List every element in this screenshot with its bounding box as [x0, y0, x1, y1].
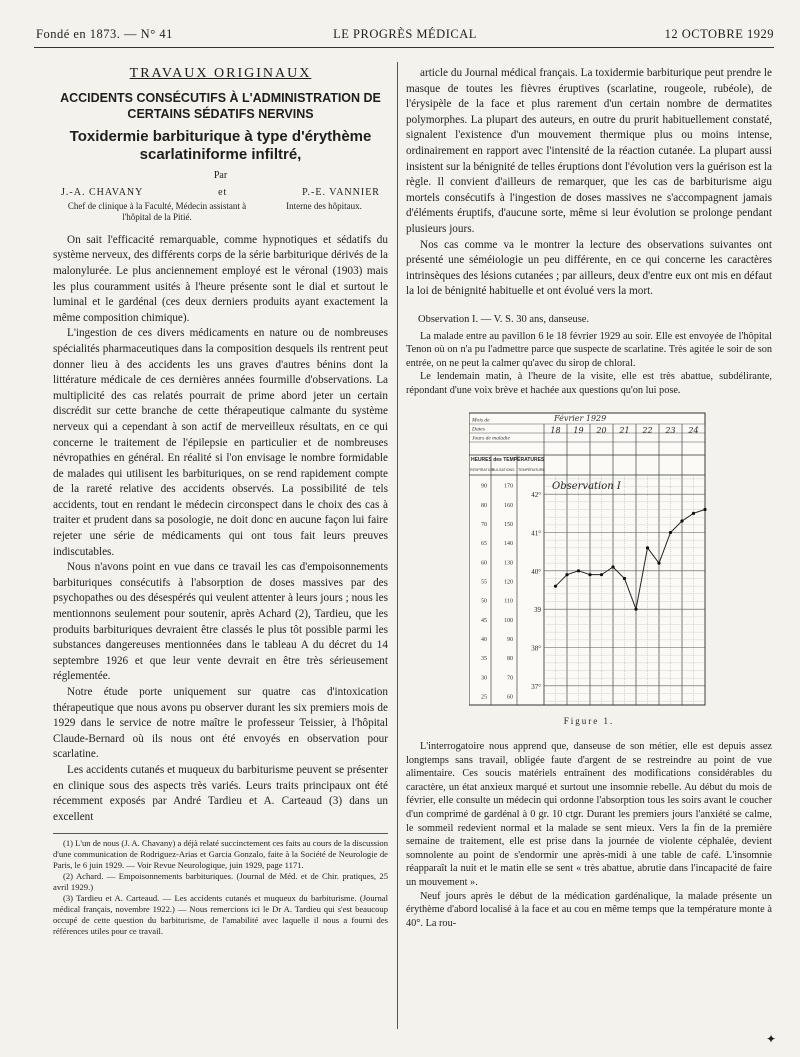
author-2: P.-E. VANNIER	[302, 187, 380, 199]
temperature-point	[703, 508, 706, 511]
respiration-tick: 40	[481, 637, 487, 644]
row-label: Mois de	[472, 417, 490, 424]
section-rubric: TRAVAUX ORIGINAUX	[129, 66, 312, 81]
paragraph: Notre étude porte uniquement sur quatre cas d'intoxication thérapeutique que nous avons pu observer durant les six premiers mois de 1929 dans le service de notre maître le professeur Teissier, à l'hôpital Claude-Bernard où ils nous ont été envoyés en observation pour scarlatine.	[53, 686, 388, 761]
page-header	[36, 27, 774, 47]
paragraph: Le lendemain matin, à l'heure de la visite, elle est très abattue, subdélirante, répondant d'une voix brève et hachée aux questions qu'on lui pose.	[406, 371, 772, 396]
paragraph: L'ingestion de ces divers médicaments en nature ou de nombreuses spécialités pharmaceutiques dans la composition desquels ils rentrent peut donner lieu à des accidents les uns graves d'autres bénins dont la littérature médicale de ces dernières années fourmille d'observations. La multiplicité des cas relatés pourrait de prime abord jeter un certain discrédit sur cette branche de cette thérapeutique calmante du système nerveux qui a cependant à son actif de merveilleux résultats, en ce qui concerne le traitement de l'épilepsie en particulier et de nombreuses névropathies en général. En réalité si l'on envisage le nombre formidable de malades qui utilisent les barbituriques, on se rend rapidement compte de la rareté relative des accidents observés. La possibilité de tels accidents, tout en rendant le médecin circonspect dans le choix des cas à traiter et prudent dans sa posologie, ne doit donc en aucune façon lui faire rejeter une série de médicaments qui ont tous fait leurs preuves indiscutables.	[53, 327, 388, 558]
temperature-tick: 42°	[531, 491, 541, 500]
role-2: Interne des hôpitaux.	[286, 200, 362, 211]
paragraph: On sait l'efficacité remarquable, comme hypnotiques et sédatifs du système nerveux, des différents corps de la série barbiturique dérivés de la malonylurée. Le plus anciennement employé est le véronal (1903) mais les plus couramment usités à l'heure présente sont le dial et surtout le luminal et le gardénal (ces deux derniers produits ayant exactement la même composition chimique).	[53, 233, 388, 324]
temperature-tick: 41°	[531, 529, 541, 538]
temperature-point	[657, 562, 660, 565]
figure-caption: Figure 1.	[563, 716, 615, 727]
respiration-tick: 25	[481, 694, 487, 701]
pulse-tick: 120	[504, 579, 513, 586]
respiration-tick: 50	[481, 599, 487, 606]
columns-header: HEURES des TEMPÉRATURES	[471, 457, 545, 464]
pulse-tick: 60	[507, 694, 513, 701]
temperature-tick: 37°	[531, 683, 541, 692]
column-divider	[397, 62, 398, 1029]
article-subtitle: Toxidermie barbiturique à type d'érythème scarlatiniforme infiltré,	[69, 127, 372, 163]
chart-title: Observation I	[552, 481, 621, 493]
footnote: (2) Achard. — Empoisonnements barbituriques. (Journal de Méd. et de Chir. pratiques, 25 avril 1929.)	[53, 871, 388, 893]
after-figure-text	[406, 740, 772, 930]
temperature-chart	[469, 405, 709, 710]
pulse-tick: 140	[504, 541, 513, 548]
pulse-tick: 160	[504, 503, 513, 510]
paragraph: Nos cas comme va le montrer la lecture des observations suivantes ont présenté une séméiologie un peu différente, en ce qui concerne les caractères intrinsèques des lésions cutanées ; par ailleurs, deux d'entre eux ont mis en défaut la loi de bénignité habituelle et ont évolué vers la mort.	[406, 238, 772, 298]
pulse-tick: 90	[507, 637, 513, 644]
temperature-point	[669, 531, 672, 534]
date-label: 19	[573, 426, 584, 436]
pulse-tick: 130	[504, 560, 513, 567]
respiration-tick: 80	[481, 503, 487, 510]
footnote: (3) Tardieu et A. Carteaud. — Les accidents cutanés et muqueux du barbiturisme. (Journal médical français, novembre 1922.) — Nous remercions ici le Dr A. Tardieu qui s'est beaucoup occupé de cette question du barbiturisme, de l'amabilité avec laquelle il nous a fourni des références utiles pour ce travail.	[53, 893, 388, 937]
respiration-tick: 35	[481, 656, 487, 663]
pulse-tick: 80	[507, 656, 513, 663]
pulse-tick: 170	[504, 484, 513, 491]
date-label: 23	[665, 426, 676, 436]
subheader-label: RESPIRATION	[470, 468, 495, 473]
paragraph: article du Journal médical français. La toxidermie barbiturique peut prendre le masque de toutes les fièvres éruptives (scarlatine, rougeole, rubéole), de l'érysipèle de la face et plus rarement d'un certain nombre de dermatites polymorphes. La plupart des auteurs, en outre du prurit habituellement constaté, signalent l'existence d'un mouvement thermique plus ou moins intense, ordinairement en rapport avec l'intensité de la réaction cutanée. La plupart aussi insistent sur la bénignité de telles éruptions dont l'évolution vers la guérison est la règle. Il convient d'ailleurs de remarquer, que les cas de barbiturisme aigu mortels consécutifs à l'ingestion de doses massives ne s'accompagnent jamais d'éléments éruptifs, d'aucune sorte, même si leur évolution se prolonge pendant plusieurs jours.	[406, 67, 772, 235]
row-label: Dates	[472, 426, 485, 433]
temperature-chart-svg	[469, 405, 709, 710]
paragraph: La malade entre au pavillon 6 le 18 février 1929 au soir. Elle est envoyée de l'hôpital Tenon où on n'a pu l'admettre parce que suspecte de scarlatine. Très agitée le soir de son entrée, on ne peut la calmer qu'avec du sirop de chloral.	[406, 330, 772, 369]
temperature-point	[646, 547, 649, 550]
paragraph: Nous n'avons point en vue dans ce travail les cas d'empoisonnements barbituriques consécutifs à l'absorption de doses massives par des psychopathes ou des désespérés qui veulent attenter à leurs jours ; nous les mentionnons seulement pour soutenir, après Achard (2), Tardieu, que les produits barbituriques devraient être classés le plus tôt possible parmi les substances dangereuses mentionnées dans le tableau A du décret du 14 septembre 1926 et que leur vente devrait en être très sérieusement réglementée.	[53, 561, 388, 683]
date-label: 22	[642, 426, 653, 436]
author-1: J.-A. CHAVANY	[61, 187, 144, 199]
temperature-point	[565, 574, 568, 577]
respiration-tick: 70	[481, 522, 487, 529]
respiration-tick: 45	[481, 618, 487, 625]
date-label: 20	[596, 426, 607, 436]
subheader-label: PULSATIONS	[492, 468, 515, 473]
respiration-tick: 90	[481, 484, 487, 491]
date-label: 18	[550, 426, 561, 436]
footnotes	[53, 833, 388, 937]
respiration-tick: 60	[481, 560, 487, 567]
issue-date: 12 OCTOBRE 1929	[664, 27, 774, 41]
founding-line: Fondé en 1873. — N° 41	[36, 27, 173, 41]
end-ornament: ✦	[765, 1032, 776, 1046]
date-label: 24	[688, 426, 699, 436]
pulse-tick: 100	[504, 618, 513, 625]
journal-title: LE PROGRÈS MÉDICAL	[333, 27, 477, 41]
observation-heading: Observation I. — V. S. 30 ans, danseuse.	[418, 313, 590, 325]
article-title: ACCIDENTS CONSÉCUTIFS À L'ADMINISTRATION DE CERTAINS SÉDATIFS NERVINS	[60, 90, 381, 121]
author-roles	[57, 201, 384, 223]
temperature-point	[611, 566, 614, 569]
role-1: Chef de clinique à la Faculté, Médecin assistant à l'hôpital de la Pitié.	[67, 200, 247, 222]
pulse-tick: 70	[507, 675, 513, 682]
temperature-point	[554, 585, 557, 588]
header-rule	[34, 47, 774, 48]
respiration-tick: 55	[481, 579, 487, 586]
left-column	[53, 66, 388, 937]
temperature-point	[692, 512, 695, 515]
temperature-point	[577, 570, 580, 573]
paragraph: Les accidents cutanés et muqueux du barbiturisme peuvent se présenter en clinique sous des aspects très variés. Leurs traits principaux ont été récemment exposés par André Tardieu et A. Carteaud (3) dans un excellent	[53, 763, 388, 823]
date-label: 21	[619, 426, 630, 436]
respiration-tick: 30	[481, 675, 487, 682]
pulse-tick: 110	[504, 599, 513, 606]
footnote: (1) L'un de nous (J. A. Chavany) a déjà relaté succinctement ces faits au cours de la discussion d'une communication de Rodriguez-Arias et Garcia Gonzalo, faite à la Société de Neurologie de Paris, le 6 juin 1929. — Voir Revue Neurologique, juin 1929, page 1171.	[53, 838, 388, 871]
paragraph: Neuf jours après le début de la médication gardénalique, la malade présente un érythème d'abord localisé à la face et au cou en même temps que la température monte à 40°. La rou-	[406, 890, 772, 929]
by-line: Par	[213, 169, 228, 181]
temperature-point	[623, 577, 626, 580]
pulse-tick: 150	[504, 522, 513, 529]
temperature-point	[600, 574, 603, 577]
temperature-tick: 40°	[531, 568, 541, 577]
observation-body	[406, 330, 772, 398]
right-column	[406, 66, 772, 930]
authors	[61, 185, 380, 201]
row-label: Jours de maladie	[472, 435, 510, 442]
temperature-point	[588, 574, 591, 577]
respiration-tick: 65	[481, 541, 487, 548]
month-label: Février 1929	[554, 414, 607, 424]
author-and: et	[218, 187, 228, 199]
temperature-tick: 39	[534, 606, 541, 615]
temperature-point	[634, 608, 637, 611]
subheader-label: TEMPÉRATURE	[518, 468, 545, 473]
temperature-tick: 38°	[531, 644, 541, 653]
temperature-point	[680, 520, 683, 523]
paragraph: L'interrogatoire nous apprend que, danseuse de son métier, elle est depuis assez longtemps sans travail, obligée faute d'argent de se restreindre au point de vue alimentaire. Ces soucis matériels entraînent des modifications considérables du caractère, un état anxieux marqué et surtout une insomnie rebelle. Au début du mois de février, elle consulte un médecin qui ordonne l'absorption tous les soirs avant le coucher d'un comprimé de gardénal à 0 gr. 10 ctgr. Durant les premiers jours l'anxiété se calme, le sommeil redevient normal et la malade se sent mieux. Vers la fin de la première semaine de traitement, elle est prise dans la journée de violente céphalée, devient somnolente au point de s'endormir une après-midi à une table de café. L'insomnie réapparaît la nuit et le matin elle se sent « très abattue, abrutie dans l'incapacité de faire un mouvement ».	[406, 741, 772, 888]
